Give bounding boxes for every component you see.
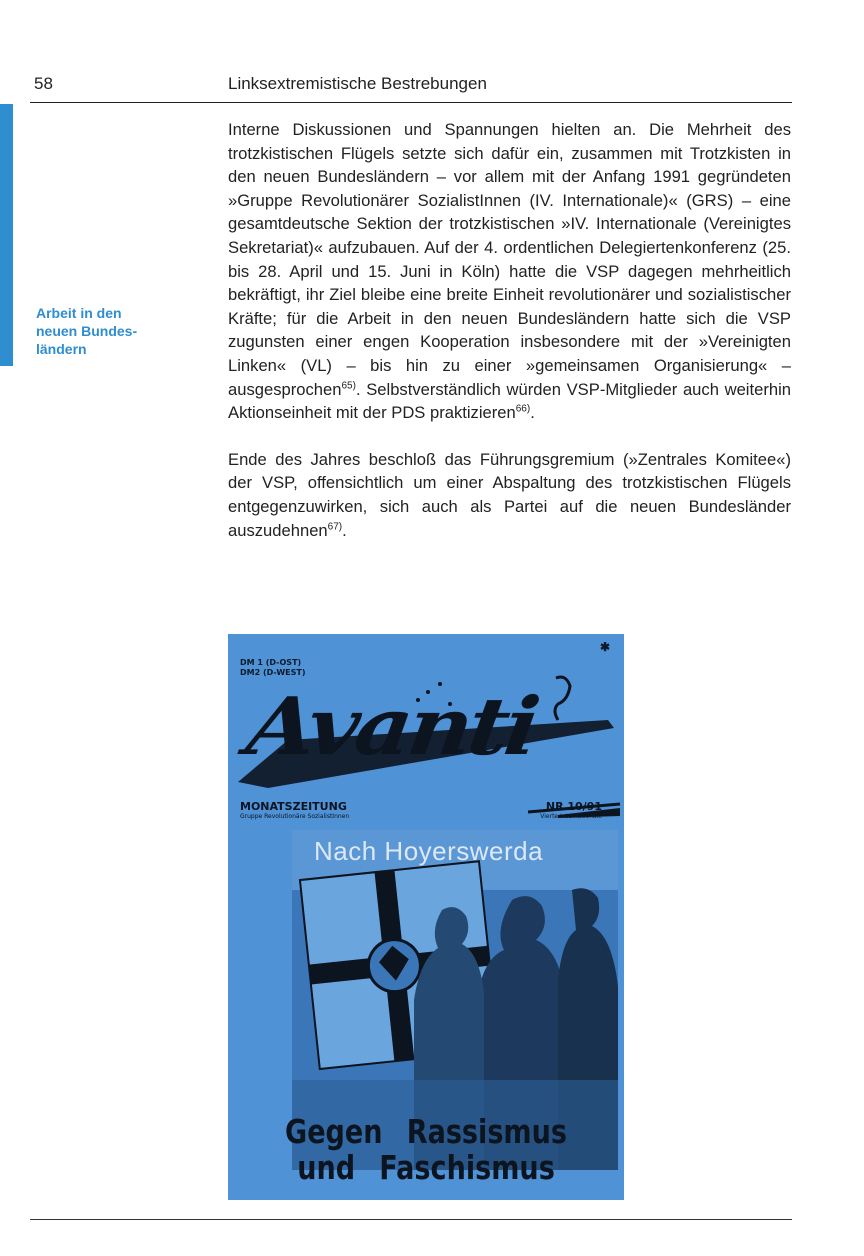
paragraph-2-text: . <box>342 520 347 540</box>
body-text <box>228 118 791 542</box>
margin-note-line: neuen Bundes- <box>36 323 138 339</box>
cover-issue-number: NR 10/91 <box>545 800 602 813</box>
footnote-ref: 65) <box>341 380 356 391</box>
footnote-ref: 66) <box>515 403 531 415</box>
cover-subtitle-small: Gruppe Revolutionäre SozialistInnen <box>240 813 350 820</box>
cover-subtitle-small: Vierte Internationale <box>540 813 602 820</box>
margin-note-line: ländern <box>36 341 87 357</box>
margin-note-line: Arbeit in den <box>36 305 122 321</box>
cover-headline-line: Gegen Rassismus <box>284 1112 568 1151</box>
photo-headline: Nach Hoyerswerda <box>314 836 544 866</box>
margin-color-strip <box>0 104 13 366</box>
magazine-cover-image <box>228 634 624 1200</box>
running-title: Linksextremistische Bestrebungen <box>228 74 487 93</box>
paragraph-1-text: Interne Diskussionen und Spannungen hielten an. Die Mehrheit des trotzkistischen Flügels setzte sich dafür ein, zusammen mit Trotzkisten in den neuen Bundesländern – vor allem mit der Anfang 1991 gegründeten »Gruppe Revolutionärer SozialistInnen (IV. Internationale)« (GRS) – eine gesamtdeutsche Sektion der trotzkistischen »IV. Internationale (Vereinigtes Sekretariat)« aufzubauen. Auf der 4. ordentlichen Delegiertenkonferenz (25. bis 28. April und 15. Juni in Köln) hatte die VSP dagegen mehrheitlich bekräftigt, ihr Ziel bleibe eine breite Einheit revolutionärer und sozialistischer Kräfte; für die Arbeit in den neuen Bundesländern hatte sich die VSP zugunsten einer engen Kooperation insbesondere mit der »Vereinigten Linken« (VL) – bis hin zu einer »gemeinsamen Organisierung« – ausgesprochen <box>228 120 791 399</box>
margin-note <box>36 304 186 358</box>
paragraph-1-text: . <box>530 403 535 423</box>
paragraph-1 <box>228 118 791 425</box>
page-number: 58 <box>34 74 53 93</box>
cover-headline <box>264 1114 589 1186</box>
paragraph-2 <box>228 448 791 542</box>
cover-headline-line: und Faschismus <box>297 1148 555 1187</box>
paragraph-1-text: . Selbstverständlich würden VSP-Mitglieder auch weiterhin Aktionseinheit mit der PDS praktizieren <box>228 379 791 423</box>
cover-subtitle-left <box>240 800 349 820</box>
cover-price-line: DM 1 (D-OST) <box>240 658 302 667</box>
cover-subtitle-right <box>540 800 602 820</box>
footer-rule <box>30 1219 792 1220</box>
masthead-title: Avanti <box>241 679 542 773</box>
footnote-ref: 67) <box>327 520 343 532</box>
cover-corner-mark: ✱ <box>599 640 610 654</box>
paragraph-2-text: Ende des Jahres beschloß das Führungsgremium (»Zentrales Komitee«) der VSP, offensichtlich um einer Abspaltung des trotzkistischen Flügels entgegenzuwirken, sich auch als Partei auf die neuen Bundesländer auszudehnen <box>228 449 791 540</box>
cover-subtitle: MONATSZEITUNG <box>240 800 347 813</box>
header-rule <box>30 102 792 103</box>
cover-price-line: DM2 (D-WEST) <box>240 668 306 677</box>
